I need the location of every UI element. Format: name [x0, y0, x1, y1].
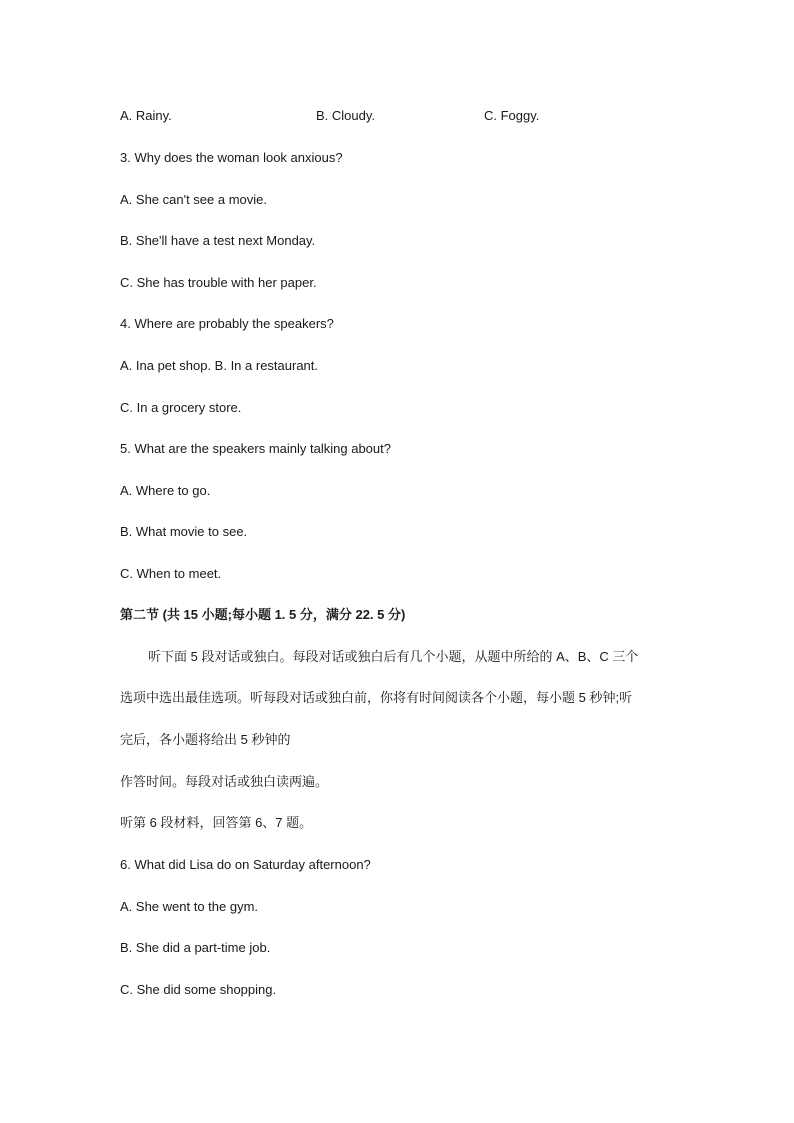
section2-heading: 第二节 (共 15 小题;每小题 1. 5 分，满分 22. 5 分) — [120, 607, 406, 622]
q6-option-c: C. She did some shopping. — [120, 982, 277, 997]
q5-option-c: C. When to meet. — [120, 566, 222, 581]
q2-option-a: A. Rainy. — [120, 108, 172, 123]
q3-option-a: A. She can't see a movie. — [120, 192, 268, 207]
q5-question: 5. What are the speakers mainly talking about? — [120, 441, 391, 456]
q2-options-row — [120, 108, 680, 124]
section2-instructions-line4: 作答时间。每段对话或独白读两遍。 — [120, 774, 329, 789]
section2-instructions-line2: 选项中选出最佳选项。听每段对话或独白前，你将有时间阅读各个小题，每小题 5 秒钟;听 — [120, 690, 633, 705]
q6-question: 6. What did Lisa do on Saturday afternoon? — [120, 857, 371, 872]
material-intro: 听第 6 段材料，回答第 6、7 题。 — [120, 815, 313, 830]
q5-option-b: B. What movie to see. — [120, 524, 248, 539]
section2-instructions-line3: 完后，各小题将给出 5 秒钟的 — [120, 732, 291, 747]
q3-option-b: B. She'll have a test next Monday. — [120, 233, 316, 248]
q3-option-c: C. She has trouble with her paper. — [120, 275, 317, 290]
q3-question: 3. Why does the woman look anxious? — [120, 150, 343, 165]
q4-question: 4. Where are probably the speakers? — [120, 316, 334, 331]
q5-option-a: A. Where to go. — [120, 483, 211, 498]
q6-option-b: B. She did a part-time job. — [120, 940, 271, 955]
q4-option-c: C. In a grocery store. — [120, 400, 242, 415]
q2-option-b: B. Cloudy. — [316, 108, 376, 123]
q4-option-ab: A. Ina pet shop. B. In a restaurant. — [120, 358, 319, 373]
q2-option-c: C. Foggy. — [484, 108, 540, 123]
q6-option-a: A. She went to the gym. — [120, 899, 259, 914]
section2-instructions-line1: 听下面 5 段对话或独白。每段对话或独白后有几个小题，从题中所给的 A、B、C 三个 — [148, 649, 639, 664]
